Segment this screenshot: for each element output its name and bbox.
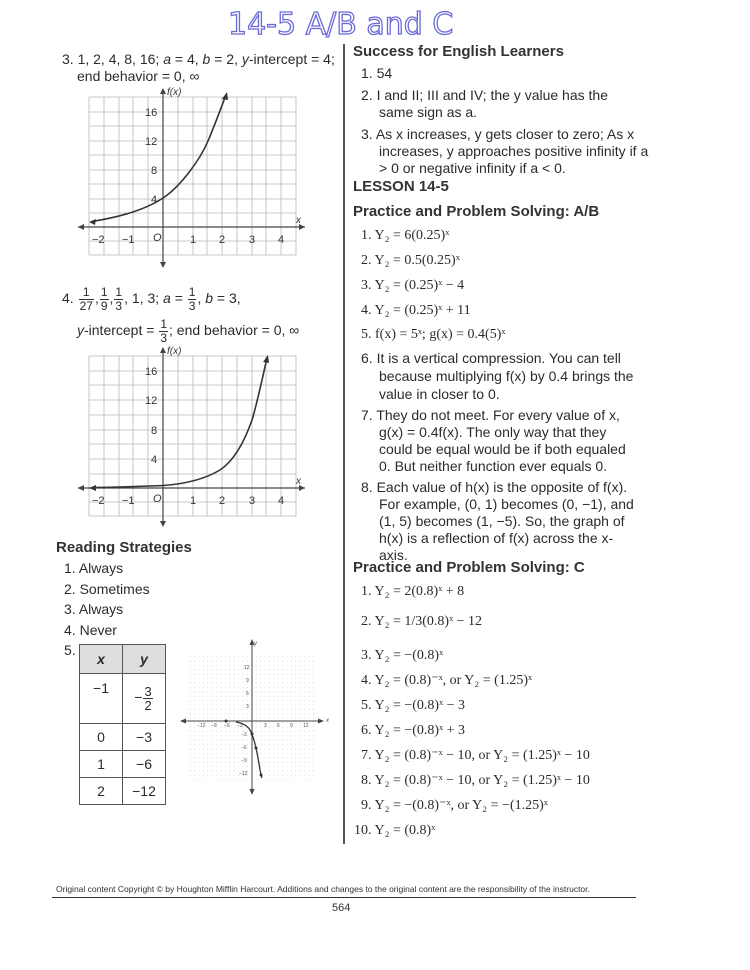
svg-text:16: 16: [145, 107, 158, 119]
ab-heading: Practice and Problem Solving: A/B: [353, 203, 600, 220]
table-row: 2 −12: [80, 778, 166, 805]
list-item: 3. Y₂ = −(0.8)ˣ: [361, 648, 444, 663]
list-item: 5. f(x) = 5ˣ; g(x) = 0.4(5)ˣ: [361, 327, 506, 342]
svg-text:y: y: [254, 641, 257, 647]
list-item: 6. It is a vertical compression. You can tell because multiplying f(x) by 0.4 brings the value in closer to 0.: [361, 350, 634, 402]
svg-text:12: 12: [145, 395, 158, 407]
svg-text:−3: −3: [237, 723, 243, 729]
svg-text:12: 12: [303, 723, 309, 729]
svg-text:8: 8: [151, 425, 158, 437]
svg-text:f(x): f(x): [167, 87, 182, 98]
svg-text:12: 12: [145, 136, 158, 148]
table-row: 0 −3: [80, 724, 166, 751]
svg-text:−12: −12: [239, 771, 248, 777]
svg-text:3: 3: [249, 495, 256, 507]
svg-text:9: 9: [290, 723, 293, 729]
c-heading: Practice and Problem Solving: C: [353, 559, 585, 576]
lesson-heading: LESSON 14-5: [353, 178, 449, 195]
svg-text:3: 3: [249, 234, 256, 246]
footer-rule: [52, 897, 636, 898]
svg-text:2: 2: [219, 234, 226, 246]
svg-text:16: 16: [145, 366, 158, 378]
list-item: 3. As x increases, y gets closer to zero; As x increases, y approaches positive infinity if a > 0 or negative infinity if a < 0.: [361, 126, 649, 176]
svg-text:−9: −9: [241, 758, 247, 764]
column-divider: [343, 44, 345, 844]
svg-text:−6: −6: [224, 723, 230, 729]
sel-heading: Success for English Learners: [353, 43, 564, 60]
table-header-row: [80, 645, 166, 674]
list-item: 3. Always: [64, 601, 124, 617]
list-item: 4. Y₂ = (0.25)ˣ + 11: [361, 303, 471, 318]
list-item: 5. Y₂ = −(0.8)ˣ − 3: [361, 698, 466, 713]
svg-text:f(x): f(x): [167, 346, 182, 357]
list-item: 4. Never: [64, 621, 117, 638]
list-item: 3. Y₂ = (0.25)ˣ − 4: [361, 278, 465, 293]
svg-text:3: 3: [264, 723, 267, 729]
list-item: 2. I and II; III and IV; the y value has the same sign as a.: [361, 87, 608, 120]
svg-text:O: O: [153, 232, 162, 244]
svg-text:−12: −12: [197, 723, 206, 729]
list-item: 6. Y₂ = −(0.8)ˣ + 3: [361, 723, 466, 738]
svg-text:4: 4: [278, 495, 285, 507]
values-table: [79, 644, 166, 805]
list-item: 1. 54: [361, 65, 393, 81]
reading-strategies-heading: Reading Strategies: [56, 539, 192, 556]
answer-item-3-line1: 3. 1, 2, 4, 8, 16; a = 4, b = 2, y-intercept = 4;: [62, 51, 335, 67]
sel-list: [361, 65, 651, 177]
svg-text:12: 12: [244, 665, 250, 671]
list-item: 10. Y₂ = (0.8)ˣ: [354, 823, 436, 838]
svg-text:14-5 A/B and C: 14-5 A/B and C: [228, 7, 454, 42]
list-item: 1. Y₂ = 2(0.8)ˣ + 8: [361, 584, 465, 599]
copyright-notice: Original content Copyright © by Houghton Mifflin Harcourt. Additions and changes to the original content are the responsibility of the instructor.: [56, 884, 590, 894]
svg-text:9: 9: [246, 678, 249, 684]
svg-text:x: x: [326, 718, 329, 724]
answer-item-4-line2: y-intercept = $\frac{1}{3}$ ; end behavior = 0, ∞: [77, 317, 300, 345]
column-header-y: y: [123, 645, 166, 674]
list-item: 1. Y₂ = 6(0.25)ˣ: [361, 228, 450, 243]
list-item: 2. Y₂ = 1/3(0.8)ˣ − 12: [361, 614, 483, 629]
answer-item-3: [62, 51, 335, 84]
list-item: 5.: [64, 642, 76, 658]
svg-text:x: x: [296, 215, 301, 226]
list-item: 8. Y₂ = (0.8)⁻ˣ − 10, or Y₂ = (1.25)ˣ − 10: [361, 773, 590, 788]
graph-item-4: [60, 343, 320, 528]
answer-item-3-line2: end behavior = 0, ∞: [77, 67, 200, 84]
column-header-x: x: [80, 645, 123, 674]
svg-text:−9: −9: [211, 723, 217, 729]
svg-text:−1: −1: [122, 234, 135, 246]
list-item: 2. Sometimes: [64, 580, 150, 597]
ab-list: [361, 227, 651, 348]
svg-text:4: 4: [151, 454, 158, 466]
svg-text:−3: −3: [241, 732, 247, 738]
svg-text:−1: −1: [122, 495, 135, 507]
list-item: 2. Y₂ = 0.5(0.25)ˣ: [361, 253, 460, 268]
list-item: 7. Y₂ = (0.8)⁻ˣ − 10, or Y₂ = (1.25)ˣ − 10: [361, 748, 590, 763]
table-row: 1 −6: [80, 751, 166, 778]
list-item: 9. Y₂ = −(0.8)⁻ˣ, or Y₂ = −(1.25)ˣ: [361, 798, 548, 813]
svg-text:3: 3: [246, 704, 249, 710]
handwritten-title: [228, 2, 528, 42]
ab-list-long: [361, 349, 636, 564]
svg-text:6: 6: [246, 691, 249, 697]
svg-text:x: x: [296, 476, 301, 487]
list-item: 4. Y₂ = (0.8)⁻ˣ, or Y₂ = (1.25)ˣ: [361, 673, 533, 688]
list-item: 7. They do not meet. For every value of x, g(x) = 0.4f(x). The only way that they could be equal would be if both equaled 0. But neither function ever equals 0.: [361, 407, 626, 474]
svg-text:−2: −2: [92, 495, 105, 507]
page-number: 564: [332, 902, 351, 914]
table-row: −1 − $\frac{3}{2}$: [80, 674, 166, 724]
fraction-cell: − $\frac{3}{2}$: [123, 674, 166, 724]
svg-text:1: 1: [190, 495, 197, 507]
svg-text:6: 6: [277, 723, 280, 729]
svg-text:4: 4: [278, 234, 285, 246]
svg-text:−2: −2: [92, 234, 105, 246]
svg-text:−6: −6: [241, 745, 247, 751]
list-item: 8. Each value of h(x) is the opposite of f(x). For example, (0, 1) becomes (0, −1), and (1, 5) becomes (1, −5). So, the graph of h(x) is a reflection of f(x) across the x-axis.: [361, 479, 634, 563]
graph-reading-5: [175, 632, 340, 800]
list-item: 1. Always: [64, 560, 124, 576]
svg-text:1: 1: [190, 234, 197, 246]
svg-text:2: 2: [219, 495, 226, 507]
svg-text:O: O: [153, 493, 162, 505]
svg-text:4: 4: [151, 194, 158, 206]
graph-item-3: [60, 84, 320, 269]
answer-item-4: 4. $\frac{1}{27}$ , $\frac{1}{9}$ , $\frac{1}{3}$ , 1, 3; a = $\frac{1}{3}$ , b = 3,: [62, 285, 241, 313]
svg-text:8: 8: [151, 165, 158, 177]
c-list: [354, 583, 661, 847]
